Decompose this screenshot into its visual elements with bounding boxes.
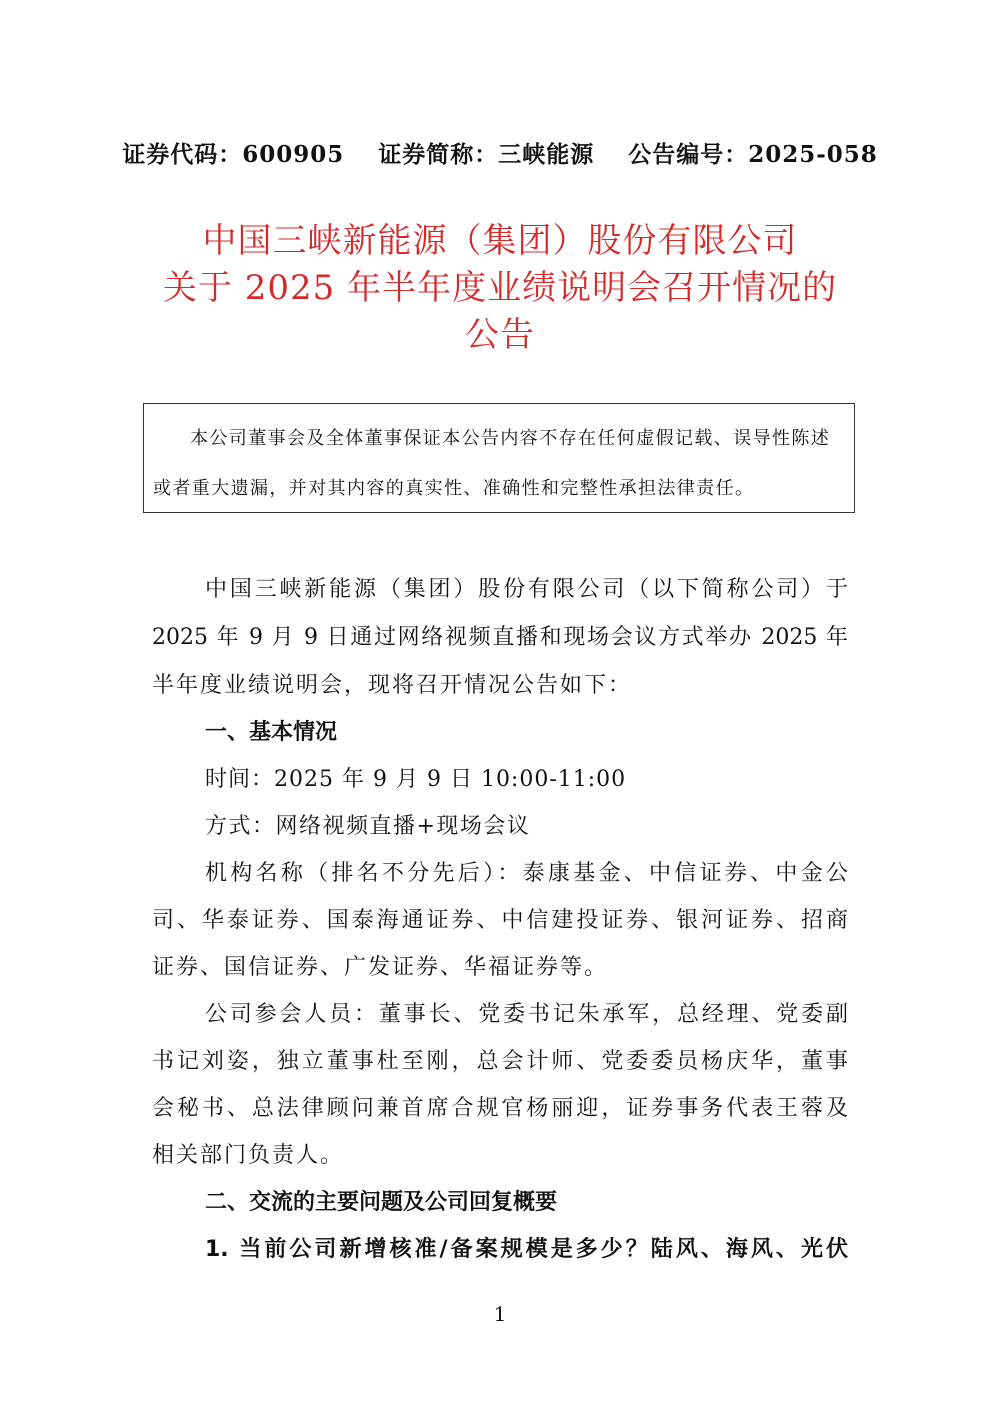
attendees-line-3: 会秘书、总法律顾问兼首席合规官杨丽迎，证券事务代表王蓉及: [152, 1096, 848, 1121]
stock-name: 证券简称：三峡能源: [378, 141, 595, 168]
title-line-2: 关于 2025 年半年度业绩说明会召开情况的: [162, 268, 838, 308]
disclaimer-line-2: 或者重大遗漏，并对其内容的真实性、准确性和完整性承担法律责任。: [153, 478, 755, 499]
attendees-line-1: 公司参会人员：董事长、党委书记朱承军，总经理、党委副: [205, 1002, 848, 1027]
basic-info-time: 时间：2025 年 9 月 9 日 10:00-11:00: [205, 767, 627, 792]
page-number: 1: [493, 1302, 507, 1326]
intro-line-1: 中国三峡新能源（集团）股份有限公司（以下简称公司）于: [205, 577, 848, 602]
intro-line-3: 半年度业绩说明会，现将召开情况公告如下：: [152, 673, 633, 698]
stock-code: 证券代码：600905: [122, 141, 345, 168]
institutions-line-3: 证券、国信证券、广发证券、华福证券等。: [152, 955, 609, 980]
announcement-header: [0, 136, 1000, 169]
intro-line-2: 2025 年 9 月 9 日通过网络视频直播和现场会议方式举办 2025 年: [152, 625, 848, 650]
title-line-1: 中国三峡新能源（集团）股份有限公司: [202, 221, 798, 261]
disclaimer-box: [143, 403, 855, 513]
announcement-number: 公告编号：2025-058: [628, 141, 878, 168]
disclaimer-line-1: 本公司董事会及全体董事保证本公告内容不存在任何虚假记载、误导性陈述: [190, 428, 831, 449]
basic-info-method: 方式：网络视频直播+现场会议: [205, 814, 531, 839]
attendees-line-2: 书记刘姿，独立董事杜至刚，总会计师、党委委员杨庆华，董事: [152, 1049, 848, 1074]
institutions-line-1: 机构名称（排名不分先后）：泰康基金、中信证券、中金公: [205, 861, 848, 886]
attendees-line-4: 相关部门负责人。: [152, 1143, 345, 1168]
institutions-line-2: 司、华泰证券、国泰海通证券、中信建投证券、银河证券、招商: [152, 908, 848, 933]
title-line-3: 公告: [465, 315, 535, 355]
section2-heading: 二、交流的主要问题及公司回复概要: [205, 1190, 558, 1215]
section1-heading: 一、基本情况: [205, 720, 338, 745]
question-1: 1. 当前公司新增核准/备案规模是多少？陆风、海风、光伏: [205, 1237, 848, 1262]
